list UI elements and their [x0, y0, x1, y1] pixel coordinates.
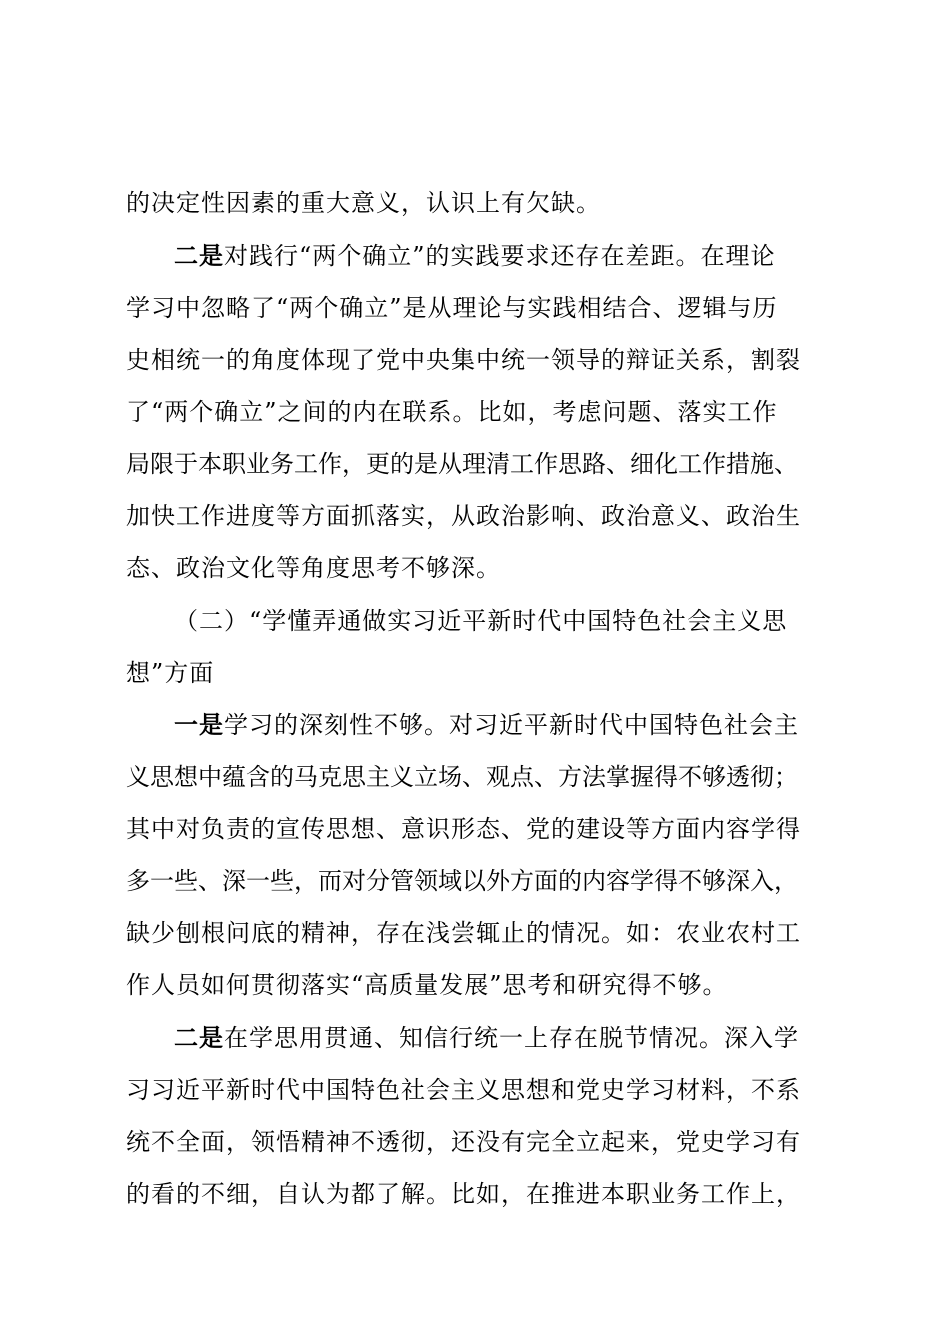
enumerator-label: 二是: [174, 241, 224, 270]
line-text: 的看的不细，自认为都了解。比如，在推进本职业务工作上，: [126, 1180, 801, 1208]
line-text: 史相统一的角度体现了党中央集中统一领导的辩证关系，割裂: [126, 346, 801, 374]
text-line: [0, 965, 950, 1005]
line-text: 学习的深刻性不够。对习近平新时代中国特色社会主: [224, 711, 799, 739]
line-text: 其中对负责的宣传思想、意识形态、党的建设等方面内容学得: [126, 815, 801, 843]
enumerator-label: 二是: [174, 1023, 224, 1052]
paragraph-first-line: [0, 236, 950, 276]
line-text: 习习近平新时代中国特色社会主义思想和党史学习材料，不系: [126, 1076, 801, 1104]
text-line: [0, 1122, 950, 1162]
line-text: 的决定性因素的重大意义，认识上有欠缺。: [126, 189, 601, 217]
line-text: 义思想中蕴含的马克思主义立场、观点、方法掌握得不够透彻；: [126, 763, 798, 791]
text-line: [0, 548, 950, 588]
line-text: 作人员如何贯彻落实“高质量发展”思考和研究得不够。: [126, 971, 728, 999]
text-line: [0, 340, 950, 380]
line-text: 加快工作进度等方面抓落实，从政治影响、政治意义、政治生: [126, 502, 801, 530]
line-text: 统不全面，领悟精神不透彻，还没有完全立起来，党史学习有: [126, 1128, 801, 1156]
text-line: [0, 183, 950, 223]
line-text: 态、政治文化等角度思考不够深。: [126, 554, 501, 582]
line-text: 学习中忽略了“两个确立”是从理论与实践相结合、逻辑与历: [126, 294, 778, 322]
text-line: [0, 496, 950, 536]
text-line: [0, 809, 950, 849]
line-text: 多一些、深一些，而对分管领域以外方面的内容学得不够深入，: [126, 867, 798, 895]
text-line: [0, 288, 950, 328]
text-line: [0, 1174, 950, 1214]
section-heading-text: （二）“学懂弄通做实习近平新时代中国特色社会主义思: [174, 607, 788, 635]
text-line: [0, 392, 950, 432]
line-text: 了“两个确立”之间的内在联系。比如，考虑问题、落实工作: [126, 398, 778, 426]
line-text: 对践行“两个确立”的实践要求还存在差距。在理论: [224, 242, 776, 270]
section-heading: [0, 601, 950, 641]
text-line: [0, 444, 950, 484]
enumerator-label: 一是: [174, 710, 224, 739]
section-heading-text: 想”方面: [126, 659, 215, 687]
section-heading-continued: [0, 653, 950, 693]
paragraph-first-line: [0, 1018, 950, 1058]
text-line: [0, 757, 950, 797]
line-text: 在学思用贯通、知信行统一上存在脱节情况。深入学: [224, 1024, 799, 1052]
text-line: [0, 913, 950, 953]
text-line: [0, 861, 950, 901]
line-text: 缺少刨根问底的精神，存在浅尝辄止的情况。如：农业农村工: [126, 919, 801, 947]
paragraph-first-line: [0, 705, 950, 745]
line-text: 局限于本职业务工作，更的是从理清工作思路、细化工作措施、: [126, 450, 798, 478]
text-line: [0, 1070, 950, 1110]
